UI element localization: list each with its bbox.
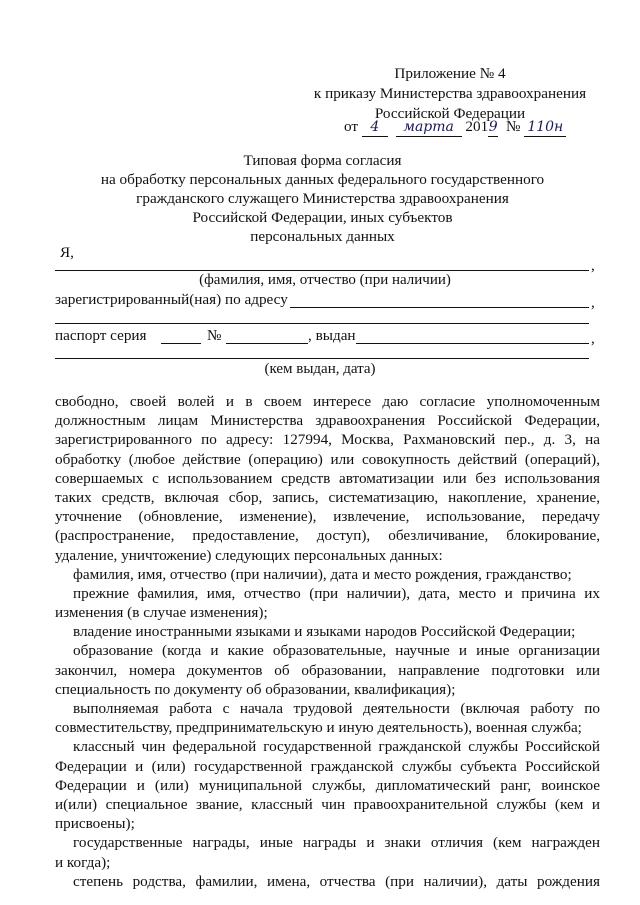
address-comma: , [591,294,595,311]
passport-number-label: № [207,327,222,344]
consent-line: совершаемых с использованием средств автоматизации или без использования [55,469,600,487]
appendix-title: Приложение № 4 [394,65,506,82]
issued-hint: (кем выдан, дата) [264,361,376,377]
list-line: владение иностранными языками и языками народов Российской Федерации; [73,623,576,641]
issued-comma: , [591,330,595,347]
list-item-fio [55,565,600,584]
list-line: специальность по документу об образовании, квалификация); [55,680,456,698]
passport-series-label: паспорт серия [55,327,147,344]
registered-label: зарегистрированный(ная) по адресу [55,291,288,308]
appendix-date-line [344,118,566,137]
list-line: и когда); [55,853,111,871]
list-line: закончил, номера документов об образовании, направление подготовки или [55,661,600,679]
list-line: фамилия, имя, отчество (при наличии), дата и место рождения, гражданство; [73,565,572,583]
fio-comma: , [591,257,595,274]
list-line: и(или) специальное звание, классный чин правоохранительной службы (кем и [55,795,600,813]
form-subtitle-4: персональных данных [250,228,395,245]
address-line-1[interactable] [290,307,589,308]
list-item-work [55,699,600,737]
date-prefix: от [344,118,359,135]
list-line: государственные награды, иные награды и знаки отличия (кем награжден [73,834,600,852]
list-line: Федерации и (или) государственной гражданской службы субъекта Российской [55,757,600,775]
consent-line: должностным лицам Министерства здравоохранения Российской Федерации, [55,412,600,430]
issued-line-1[interactable] [356,343,589,344]
order-number-label: № [506,118,521,135]
list-line: классный чин федеральной государственной гражданской службы Российской [73,738,600,756]
consent-line: удаление, уничтожение) следующих персональных данных: [55,546,443,564]
list-line: прежние фамилия, имя, отчество (при наличии), дата, место и причина их [73,584,600,602]
list-line: изменения (в случае изменения); [55,604,268,622]
list-line: Федерации и (или) муниципальной службы, дипломатический ранг, воинское [55,776,600,794]
appendix-order-ref: к приказу Министерства здравоохранения [313,85,587,102]
consent-body [55,392,600,891]
fio-line[interactable] [55,270,589,271]
date-day: 4 [362,119,388,137]
address-line-2[interactable] [55,323,589,324]
fio-hint: (фамилия, имя, отчество (при наличии) [199,272,451,288]
list-line: образование (когда и какие образовательные, научные и иные организации [73,642,600,660]
list-item-languages [55,622,600,641]
consent-line: таких средств, включая сбор, запись, систематизацию, накопление, хранение, [55,488,600,506]
list-item-relatives [55,872,600,891]
form-subtitle-3: Российской Федерации, иных субъектов [192,209,453,226]
passport-number-line[interactable] [226,343,308,344]
form-subtitle-2: гражданского служащего Министерства здравоохранения [136,190,509,207]
ya-label: Я, [60,244,74,261]
date-year-prefix: 201 [465,118,489,135]
form-title: Типовая форма согласия [243,152,402,169]
consent-paragraph [55,392,600,565]
date-year-suffix: 9 [488,119,498,135]
consent-line: уточнение (обновление, изменение), извлечение, использование, передачу [55,508,600,526]
list-line: степень родства, фамилии, имена, отчества (при наличии), даты рождения [73,872,600,890]
appendix-block [300,64,600,124]
list-item-previous-names [55,584,600,622]
appendix-ministry: Российской Федерации [374,105,526,122]
consent-line: обработку (любое действие (операцию) или совокупность действий (операций), [55,450,600,468]
passport-series-line[interactable] [161,343,201,344]
issued-label: , выдан [308,327,356,344]
consent-line: зарегистрированного по адресу: 127994, Москва, Рахмановский пер., д. 3, на [55,431,600,449]
date-month: марта [396,119,462,137]
order-number: 110н [524,119,566,137]
list-line: выполняемая работа с начала трудовой деятельности (включая работу по [73,700,600,717]
form-subtitle-1: на обработку персональных данных федерального государственного [100,171,545,188]
list-line: присвоены); [55,815,135,833]
consent-line: свободно, своей волей и в своем интересе даю согласие уполномоченным [55,393,600,410]
issued-line-2[interactable] [55,358,589,359]
consent-line: (распространение, предоставление, доступ), обезличивание, блокирование, [55,527,600,545]
list-line: совместительству, предпринимательскую и иную деятельность), военная служба; [55,719,582,737]
list-item-education [55,641,600,699]
list-item-awards [55,833,600,871]
list-item-class-rank [55,737,600,833]
